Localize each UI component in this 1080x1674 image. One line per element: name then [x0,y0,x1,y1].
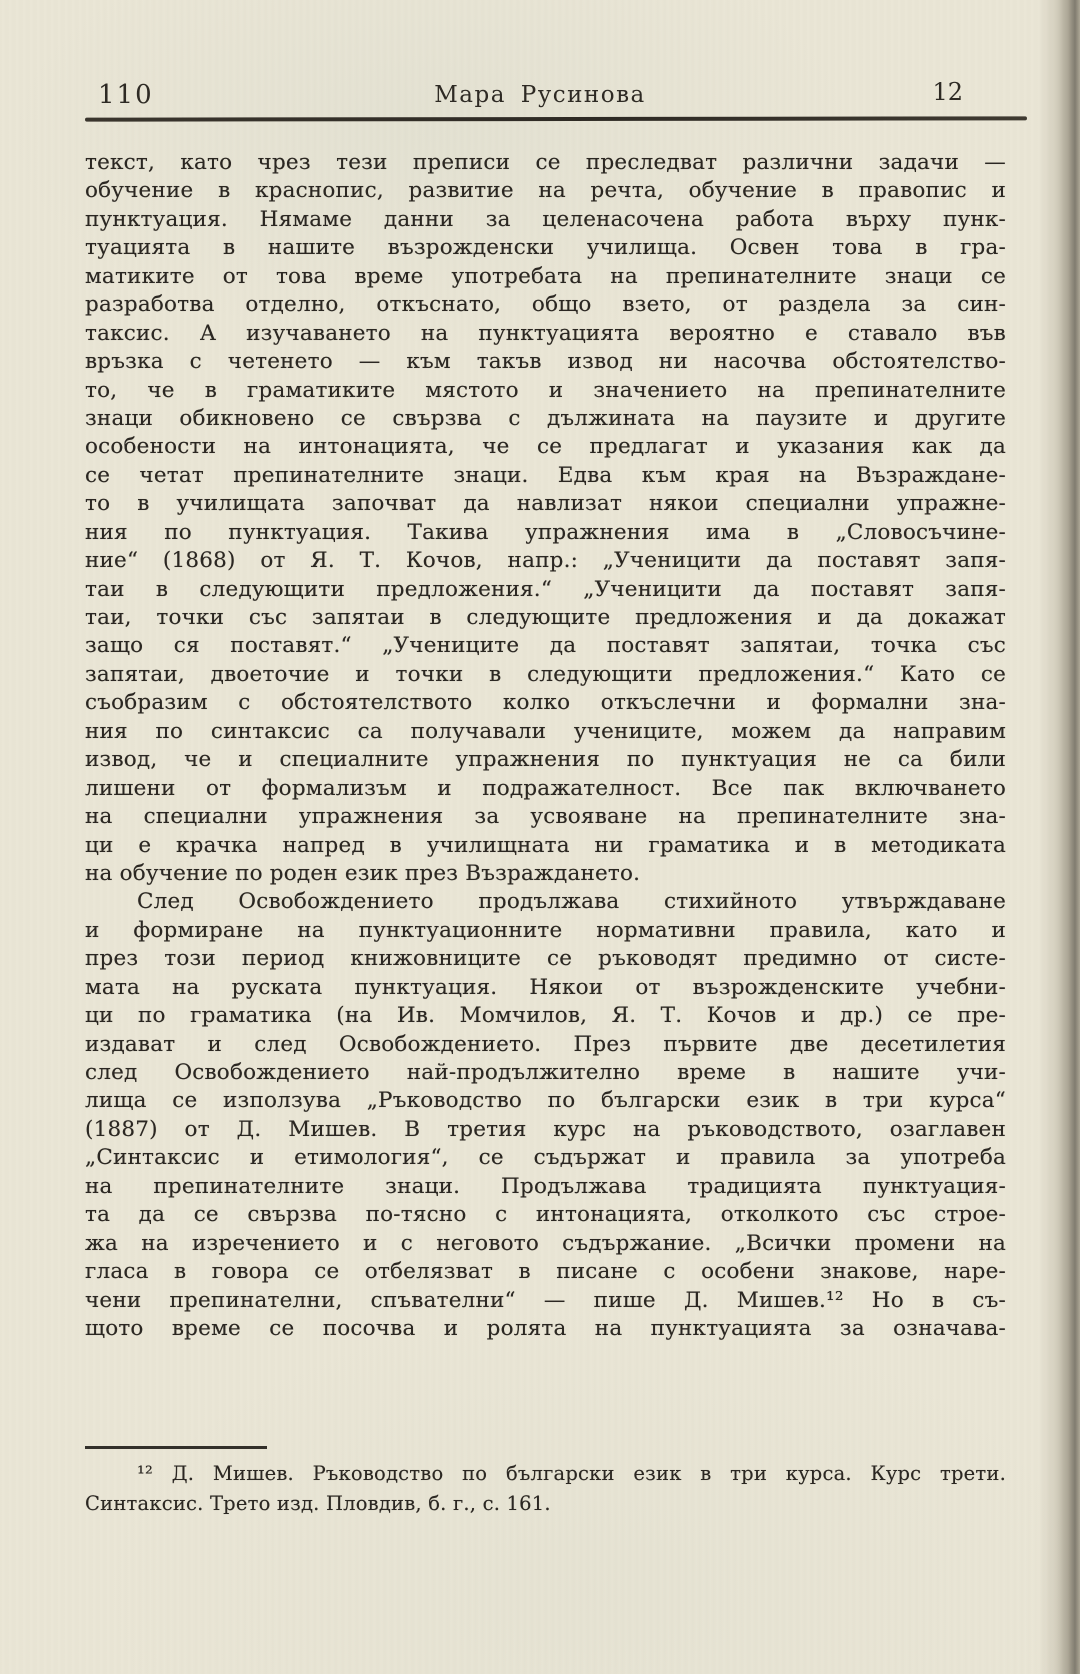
text-line: текст, като чрез тези преписи се преследват различни задачи — [85,150,1006,175]
text-line: ния по пунктуация. Такива упражнения има в „Словосъчине- [85,519,1006,545]
text-line: ние“ (1868) от Я. Т. Кочов, напр.: „Ученицити да поставят запя- [85,548,1006,574]
text-line: през този период книжовниците се ръководят предимно от систе- [85,946,1006,972]
text-line: то, че в граматиките мястото и значението на препинателните [85,377,1006,403]
text-line: разработва отделно, откъснато, общо взето, от раздела за син- [85,292,1006,318]
footnote-separator [85,1446,267,1449]
text-line: ци е крачка напред в училищната ни граматика и в методиката [85,832,1006,858]
text-line: се четат препинателните знаци. Едва към края на Възраждане- [85,462,1006,488]
header-right-number: 12 [932,78,963,106]
text-line: туацията в нашите възрожденски училища. Освен това в гра- [85,235,1006,261]
text-line: то в училищата започват да навлизат някои специални упражне- [85,491,1006,517]
running-title: Мара Русинова [434,82,646,108]
text-line: ци по граматика (на Ив. Момчилов, Я. Т. Кочов и др.) се пре- [85,1003,1006,1029]
text-line: лишени от формализъм и подражателност. Все пак включването [85,775,1006,801]
page-header [0,78,1080,114]
body-text [85,149,1006,1343]
footnote-line: ¹² Д. Мишев. Ръководство по български език в три курса. Курс трети. [137,1462,1006,1485]
text-line: „Синтаксис и етимология“, се съдържат и правила за употреба [85,1145,1006,1171]
text-line: матиките от това време употребата на препинателните знаци се [85,263,1006,289]
paragraph-2 [85,888,1006,1343]
text-line: връзка с четенето — към такъв извод ни насочва обстоятелство- [85,349,1006,375]
footnote-line: Синтаксис. Трето изд. Пловдив, б. г., с. 161. [85,1491,551,1515]
text-line: на препинателните знаци. Продължава традицията пунктуация- [85,1173,1006,1199]
text-line: таи, точки със запятаи в следующите предложения и да докажат [85,605,1006,630]
text-line: таи в следующити предложения.“ „Ученицити да поставят запя- [85,576,1006,602]
text-line: знаци обикновено се свързва с дължината на паузите и другите [85,405,1006,431]
text-line: мата на руската пунктуация. Някои от възрожденските учебни- [85,974,1006,1000]
text-line: съобразим с обстоятелството колко откъслечни и формални зна- [85,690,1006,716]
text-line: издават и след Освобождението. През първите две десетилетия [85,1031,1006,1057]
text-line: лища се използува „Ръководство по български език в три курса“ [85,1088,1006,1114]
text-line: гласа в говора се отбелязват в писане с особени знакове, наре- [85,1259,1006,1285]
text-line: пунктуация. Нямаме данни за целенасочена работа върху пунк- [85,206,1006,232]
text-line: та да се свързва по-тясно с интонацията, отколкото със строе- [85,1202,1006,1228]
page-number: 110 [98,80,154,110]
text-line: чени препинателни, спъвателни“ — пише Д. Мишев.¹² Но в съ- [85,1287,1006,1313]
text-line: особености на интонацията, че се предлагат и указания как да [85,434,1006,460]
text-line: След Освобождението продължава стихийното утвърждаване [137,889,1006,915]
text-line: обучение в краснопис, развитие на речта, обучение в правопис и [85,178,1006,204]
text-line: таксис. А изучаването на пунктуацията вероятно е ставало във [85,320,1006,346]
text-line: и формиране на пунктуационните нормативни правила, като и [85,917,1006,943]
text-line: защо ся поставят.“ „Учениците да поставят запятаи, точка със [85,633,1006,659]
text-line: на специални упражнения за усвояване на препинателните зна- [85,804,1006,830]
paragraph-1 [85,149,1006,888]
footnote [85,1459,1006,1518]
text-line: след Освобождението най-продължително време в нашите учи- [85,1060,1006,1085]
text-line: (1887) от Д. Мишев. В третия курс на ръководството, озаглавен [85,1116,1006,1142]
page-edge-shadow [1038,0,1080,1674]
text-line: запятаи, двоеточие и точки в следующити предложения.“ Като се [85,661,1006,687]
text-line: извод, че и специалните упражнения по пунктуация не са били [85,747,1006,773]
text-line: на обучение по роден език през Възраждането. [85,860,641,886]
text-line: ния по синтаксис са получавали учениците, можем да направим [85,718,1006,744]
text-line: жа на изречението и с неговото съдържание. „Всички промени на [85,1230,1006,1256]
text-line: щото време се посочва и ролята на пунктуацията за означава- [85,1315,1006,1341]
header-rule [85,116,1027,121]
